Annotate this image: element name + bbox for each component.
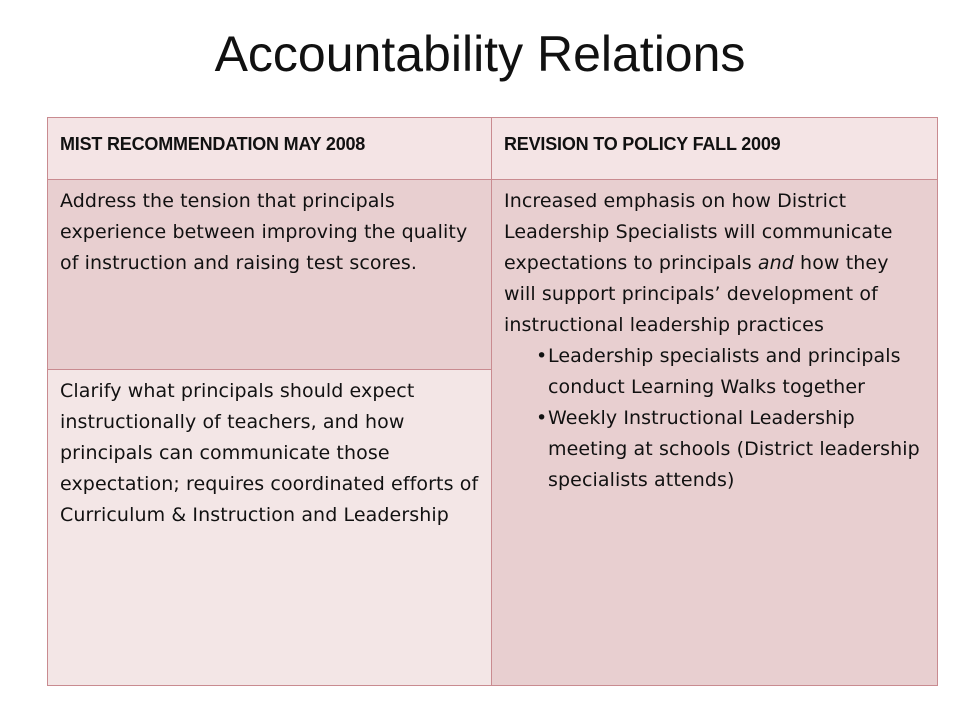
header-mist-recommendation: MIST RECOMMENDATION MAY 2008 [60, 134, 366, 154]
list-item [538, 341, 925, 403]
right-intro-emphasis: and [757, 252, 794, 274]
bullet-icon: • [536, 345, 548, 367]
list-item [538, 403, 925, 496]
left-cell-text-2: Clarify what principals should expect instructionally of teachers, and how principals can communicate those expectation; requires coordinated efforts of Curriculum & Instruction and Leadership [60, 380, 479, 526]
bullet-icon: • [536, 407, 548, 429]
header-cell-mist [48, 118, 492, 180]
header-revision-to-policy: REVISION TO POLICY FALL 2009 [504, 134, 781, 154]
bullet-text-1: Leadership specialists and principals conduct Learning Walks together [548, 345, 901, 398]
table-cell-left-1 [48, 180, 492, 370]
header-cell-revision [492, 118, 938, 180]
right-bullet-list [504, 341, 925, 496]
bullet-text-2: Weekly Instructional Leadership meeting at schools (District leadership specialists attends) [548, 407, 920, 491]
table-cell-left-2 [48, 370, 492, 686]
right-cell-content [492, 180, 937, 496]
slide-title: Accountability Relations [214, 26, 746, 82]
left-cell-text-1: Address the tension that principals experience between improving the quality of instruction and raising test scores. [60, 190, 468, 274]
table-row [48, 180, 938, 370]
right-intro-part1: Increased emphasis on how District Leadership Specialists will communicate expectations to principals [504, 190, 893, 274]
right-intro-part2: how they will support principals’ development of instructional leadership practices [504, 252, 889, 336]
table-cell-right [492, 180, 938, 686]
table-header-row [48, 118, 938, 180]
comparison-table [47, 117, 938, 686]
